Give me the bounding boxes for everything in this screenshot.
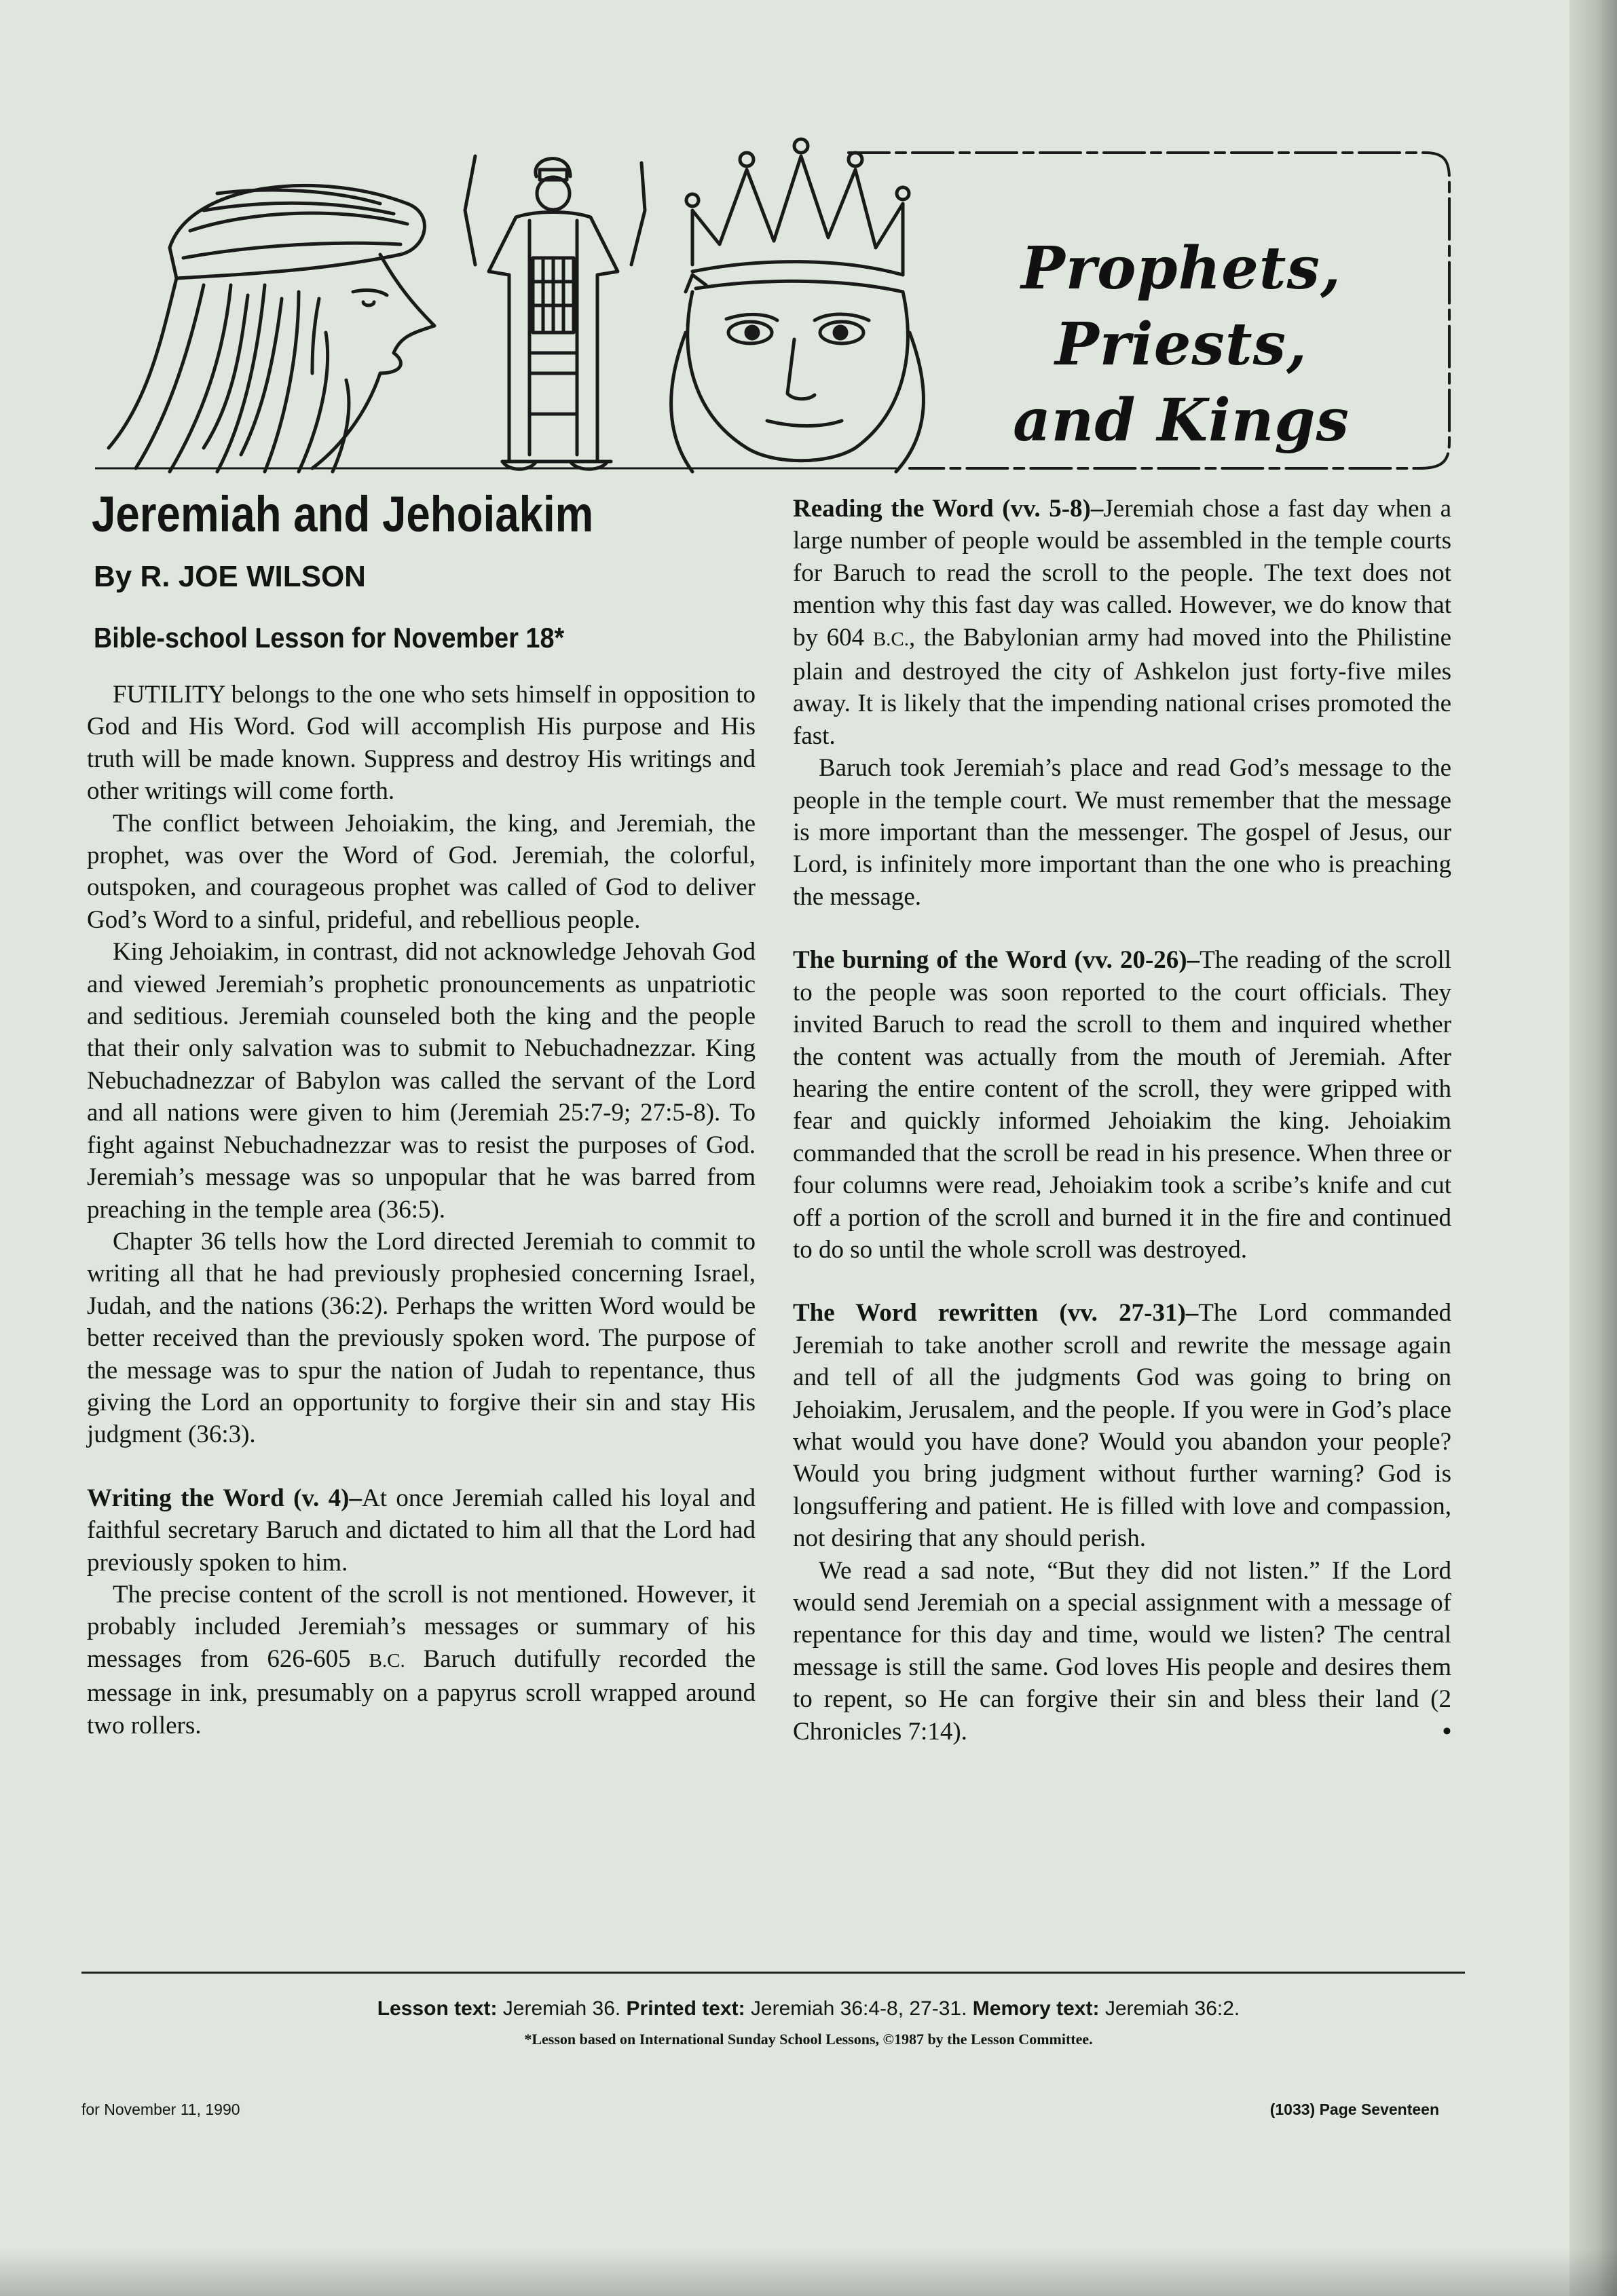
- page-shadow: [0, 2248, 1617, 2296]
- footer-rule: [81, 1972, 1465, 1974]
- section-text: Jeremiah chose a fast day when a large number of people would be assembled in the temple courts for Baruch to read the scroll to the people. The text does not mention why this fast day was called. However, we do know that by 604: [793, 495, 1451, 652]
- paragraph-text: The precise content of the scroll is not mentioned. However, it probably included Jeremiah’s messages or summary of his messages from 626-605: [87, 1580, 756, 1673]
- section-word-rewritten: [793, 1297, 1451, 1554]
- paragraph: Chapter 36 tells how the Lord directed Jeremiah to commit to writing all that he had previously prophesied concerning Israel, Judah, and the nations (36:2). Perhaps the written Word would be better received than the previously spoken word. The purpose of the message was to spur the nation of Judah to repentance, thus giving the Lord an opportunity to forgive their sin and stay His judgment (36:3).: [87, 1227, 756, 1449]
- priest-figure-illustration: [465, 156, 645, 469]
- section-reading-the-word: [793, 493, 1451, 752]
- section-heading: Reading the Word (vv. 5-8)–: [793, 495, 1104, 523]
- lesson-text-label: Lesson text:: [377, 1997, 498, 2020]
- memory-text-value: Jeremiah 36:2.: [1099, 1997, 1240, 2020]
- section-text: The reading of the scroll to the people was soon reported to the court officials. They invited Baruch to read the scroll to them and inquired whether the content was actually from the mouth of Jeremiah. After hearing the entire content of the scroll, they were gripped with fear and quickly informed Jehoiakim the king. Jehoiakim commanded that the scroll be read in his presence. When three or four columns were read, Jehoiakim took a scribe’s knife and cut off a portion of the scroll and burned it in the fire and continued to do so until the whole scroll was destroyed.: [793, 946, 1452, 1264]
- section-burning-of-the-word: [793, 944, 1451, 1266]
- lesson-label: Bible-school Lesson for November 18*: [94, 622, 565, 654]
- banner-title-line2: and Kings: [1013, 386, 1350, 455]
- section-heading: Writing the Word (v. 4)–: [87, 1484, 362, 1512]
- banner-title: [944, 231, 1419, 459]
- era-abbreviation: B.C.: [369, 1649, 405, 1672]
- section-heading: The burning of the Word (vv. 20-26)–: [793, 946, 1200, 975]
- page-number: (1033) Page Seventeen: [1269, 2101, 1439, 2118]
- printed-text-value: Jeremiah 36:4-8, 27-31.: [745, 1997, 973, 2020]
- paragraph: Baruch took Jeremiah’s place and read God’s message to the people in the temple court. We must remember that the message is more important than the messenger. The gospel of Jesus, our Lord, is infinitely more important than the one who is preaching the message.: [793, 754, 1451, 911]
- left-column: [87, 679, 756, 1742]
- era-abbreviation: B.C.: [872, 628, 909, 650]
- paragraph: [793, 1555, 1451, 1748]
- end-mark: •: [1443, 1717, 1451, 1746]
- banner-title-line1: Prophets, Priests,: [1021, 234, 1341, 379]
- page-edge: [1569, 0, 1617, 2296]
- section-heading: The Word rewritten (vv. 27-31)–: [793, 1299, 1199, 1328]
- section-text: At once Jeremiah called his loyal and faithful secretary Baruch and dictated to him all that the Lord had previously spoken to him.: [87, 1484, 756, 1577]
- memory-text-label: Memory text:: [972, 1997, 1100, 2020]
- paragraph: The conflict between Jehoiakim, the king, and Jeremiah, the prophet, was over the Word of God. Jeremiah, the colorful, outspoken, and courageous prophet was called of God to deliver God’s Word to a sinful, prideful, and rebellious people.: [87, 809, 756, 934]
- section-text: , the Babylonian army had moved into the Philistine plain and destroyed the city of Ashkelon just forty-five miles away. It is likely that the impending national crises promoted the fast.: [793, 623, 1451, 750]
- section-writing-the-word: [87, 1482, 756, 1579]
- prophet-figure-illustration: [109, 185, 434, 472]
- issue-date: for November 11, 1990: [81, 2101, 240, 2118]
- paragraph: King Jehoiakim, in contrast, did not acknowledge Jehovah God and viewed Jeremiah’s prophetic pronouncements as unpatriotic and seditious. Jeremiah counseled both the king and the people that their only salvation was to submit to Nebuchadnezzar. King Nebuchadnezzar of Babylon was called the servant of the Lord and all nations were given to him (Jeremiah 25:7-9; 27:5-8). To fight against Nebuchadnezzar was to resist the purposes of God. Jeremiah’s message was so unpopular that he was barred from preaching in the temple area (36:5).: [87, 938, 756, 1224]
- paragraph: FUTILITY belongs to the one who sets himself in opposition to God and His Word. God will accomplish His purpose and His truth will be made known. Suppress and destroy His writings and other writings will come forth.: [87, 681, 756, 806]
- lesson-text-value: Jeremiah 36.: [497, 1997, 627, 2020]
- paragraph: [87, 1579, 756, 1742]
- printed-text-label: Printed text:: [626, 1997, 745, 2020]
- footnote: *Lesson based on International Sunday School Lessons, ©1987 by the Lesson Committee.: [524, 2031, 1093, 2048]
- article-title: Jeremiah and Jehoiakim: [92, 486, 594, 542]
- byline: By R. JOE WILSON: [94, 560, 366, 593]
- right-column: [793, 493, 1451, 1748]
- section-text: The Lord commanded Jeremiah to take another scroll and rewrite the message again and tell of all the judgments God was going to bring on Jehoiakim, Jerusalem, and the people. If you were in God’s place what would you have done? Would you abandon your people? Would you bring judgment without further warning? God is longsuffering and patient. He is filled with love and compassion, not desiring that any should perish.: [793, 1299, 1451, 1553]
- lesson-references: [0, 1995, 1617, 2022]
- header-banner: [95, 129, 1460, 482]
- paragraph-text: Baruch dutifully recorded the message in ink, presumably on a papyrus scroll wrapped around two rollers.: [87, 1644, 756, 1739]
- paragraph-text: We read a sad note, “But they did not listen.” If the Lord would send Jeremiah on a special assignment with a message of repentance for this day and time, would we listen? The central message is still the same. God loves His people and desires them to repent, so He can forgive their sin and bless their land (2 Chronicles 7:14).: [793, 1556, 1451, 1746]
- king-figure-illustration: [671, 139, 924, 472]
